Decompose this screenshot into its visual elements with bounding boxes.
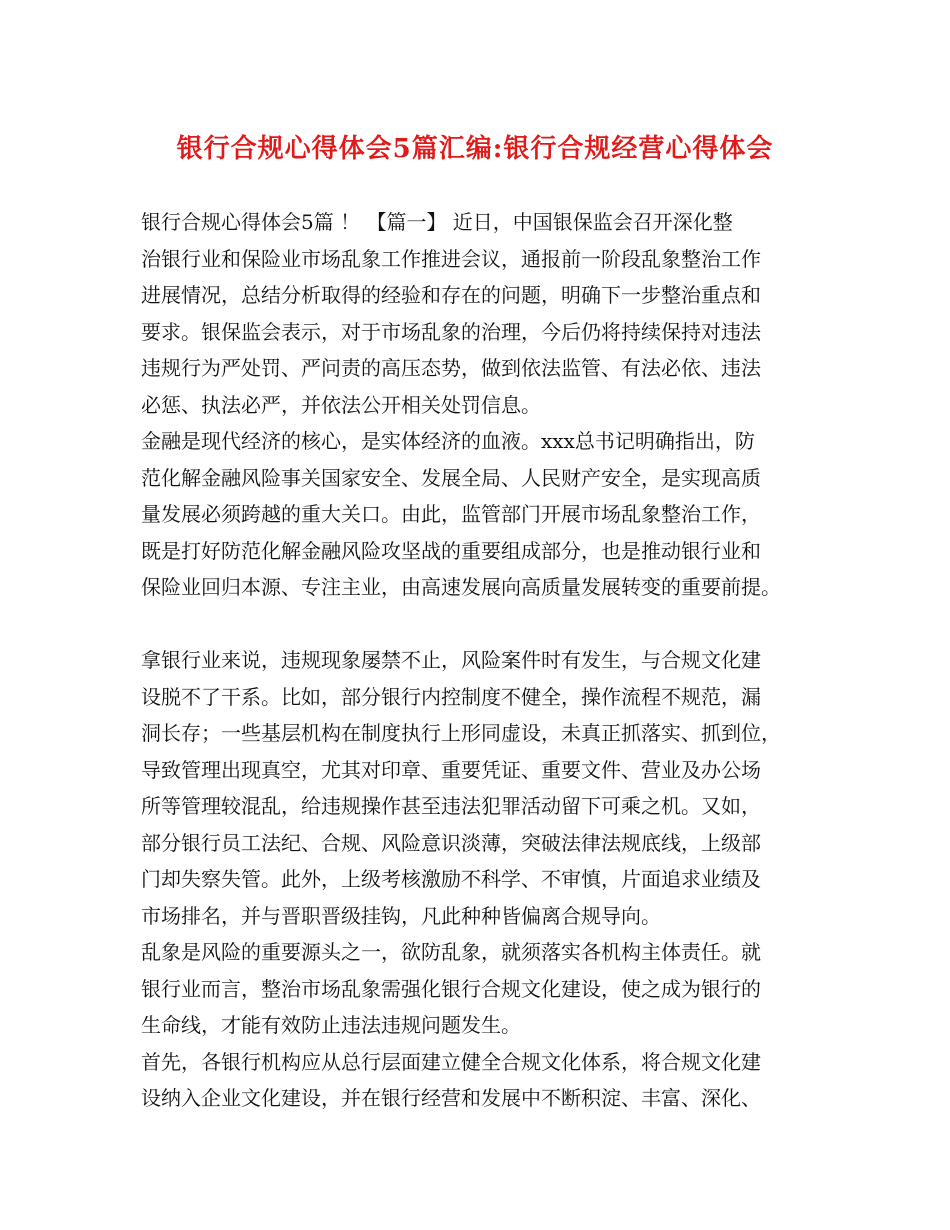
body-text-line: 设脱不了干系。比如，部分银行内控制度不健全，操作流程不规范，漏: [141, 684, 761, 709]
body-text-line: 洞长存；一些基层机构在制度执行上形同虚设，未真正抓落实、抓到位，: [141, 721, 781, 745]
body-text-line: 进展情况，总结分析取得的经验和存在的问题，明确下一步整治重点和: [141, 283, 761, 307]
body-text-line: 导致管理出现真空，尤其对印章、重要凭证、重要文件、营业及办公场: [141, 757, 761, 782]
body-text-line: 银行业而言，整治市场乱象需强化银行合规文化建设，使之成为银行的: [141, 976, 761, 1001]
body-text-line: 设纳入企业文化建设，并在银行经营和发展中不断积淀、丰富、深化、: [141, 1086, 761, 1110]
body-text-line: 要求。银保监会表示，对于市场乱象的治理，今后仍将持续保持对违法: [141, 319, 761, 344]
body-text-line: 量发展必须跨越的重大关口。由此，监管部门开展市场乱象整治工作，: [141, 502, 761, 526]
body-text-line: 保险业回归本源、专注主业，由高速发展向高质量发展转变的重要前提。: [141, 575, 781, 599]
body-text-line: 既是打好防范化解金融风险攻坚战的重要组成部分，也是推动银行业和: [141, 538, 761, 563]
body-text-line: 生命线，才能有效防止违法违规问题发生。: [141, 1013, 521, 1037]
body-text-line: 治银行业和保险业市场乱象工作推进会议，通报前一阶段乱象整治工作: [141, 246, 761, 271]
document-body: [141, 204, 831, 1117]
paragraph-gap: [141, 606, 831, 643]
body-text-line: 市场排名，并与晋职晋级挂钩，凡此种种皆偏离合规导向。: [141, 903, 661, 928]
body-text-line: 首先，各银行机构应从总行层面建立健全合规文化体系，将合规文化建: [141, 1049, 761, 1074]
body-text-line: 乱象是风险的重要源头之一，欲防乱象，就须落实各机构主体责任。就: [141, 940, 761, 964]
body-text-line: 金融是现代经济的核心，是实体经济的血液。xxx总书记明确指出，防: [141, 429, 755, 453]
body-text-line: 部分银行员工法纪、合规、风险意识淡薄，突破法律法规底线，上级部: [141, 830, 761, 855]
body-text-line: 所等管理较混乱，给违规操作甚至违法犯罪活动留下可乘之机。又如，: [141, 794, 761, 818]
body-text-line: 拿银行业来说，违规现象屡禁不止，风险案件时有发生，与合规文化建: [141, 648, 761, 672]
body-text-line: 必惩、执法必严，并依法公开相关处罚信息。: [141, 392, 541, 417]
body-text-line: 范化解金融风险事关国家安全、发展全局、人民财产安全，是实现高质: [141, 465, 761, 490]
body-text-line: 银行合规心得体会5篇 ！ 【篇一】 近日，中国银保监会召开深化整: [141, 210, 733, 234]
document-title: 银行合规心得体会5篇汇编:银行合规经营心得体会: [176, 134, 774, 164]
body-text-line: 违规行为严处罚、严问责的高压态势，做到依法监管、有法必依、违法: [141, 356, 761, 380]
body-text-line: 门却失察失管。此外，上级考核激励不科学、不审慎，片面追求业绩及: [141, 867, 761, 891]
